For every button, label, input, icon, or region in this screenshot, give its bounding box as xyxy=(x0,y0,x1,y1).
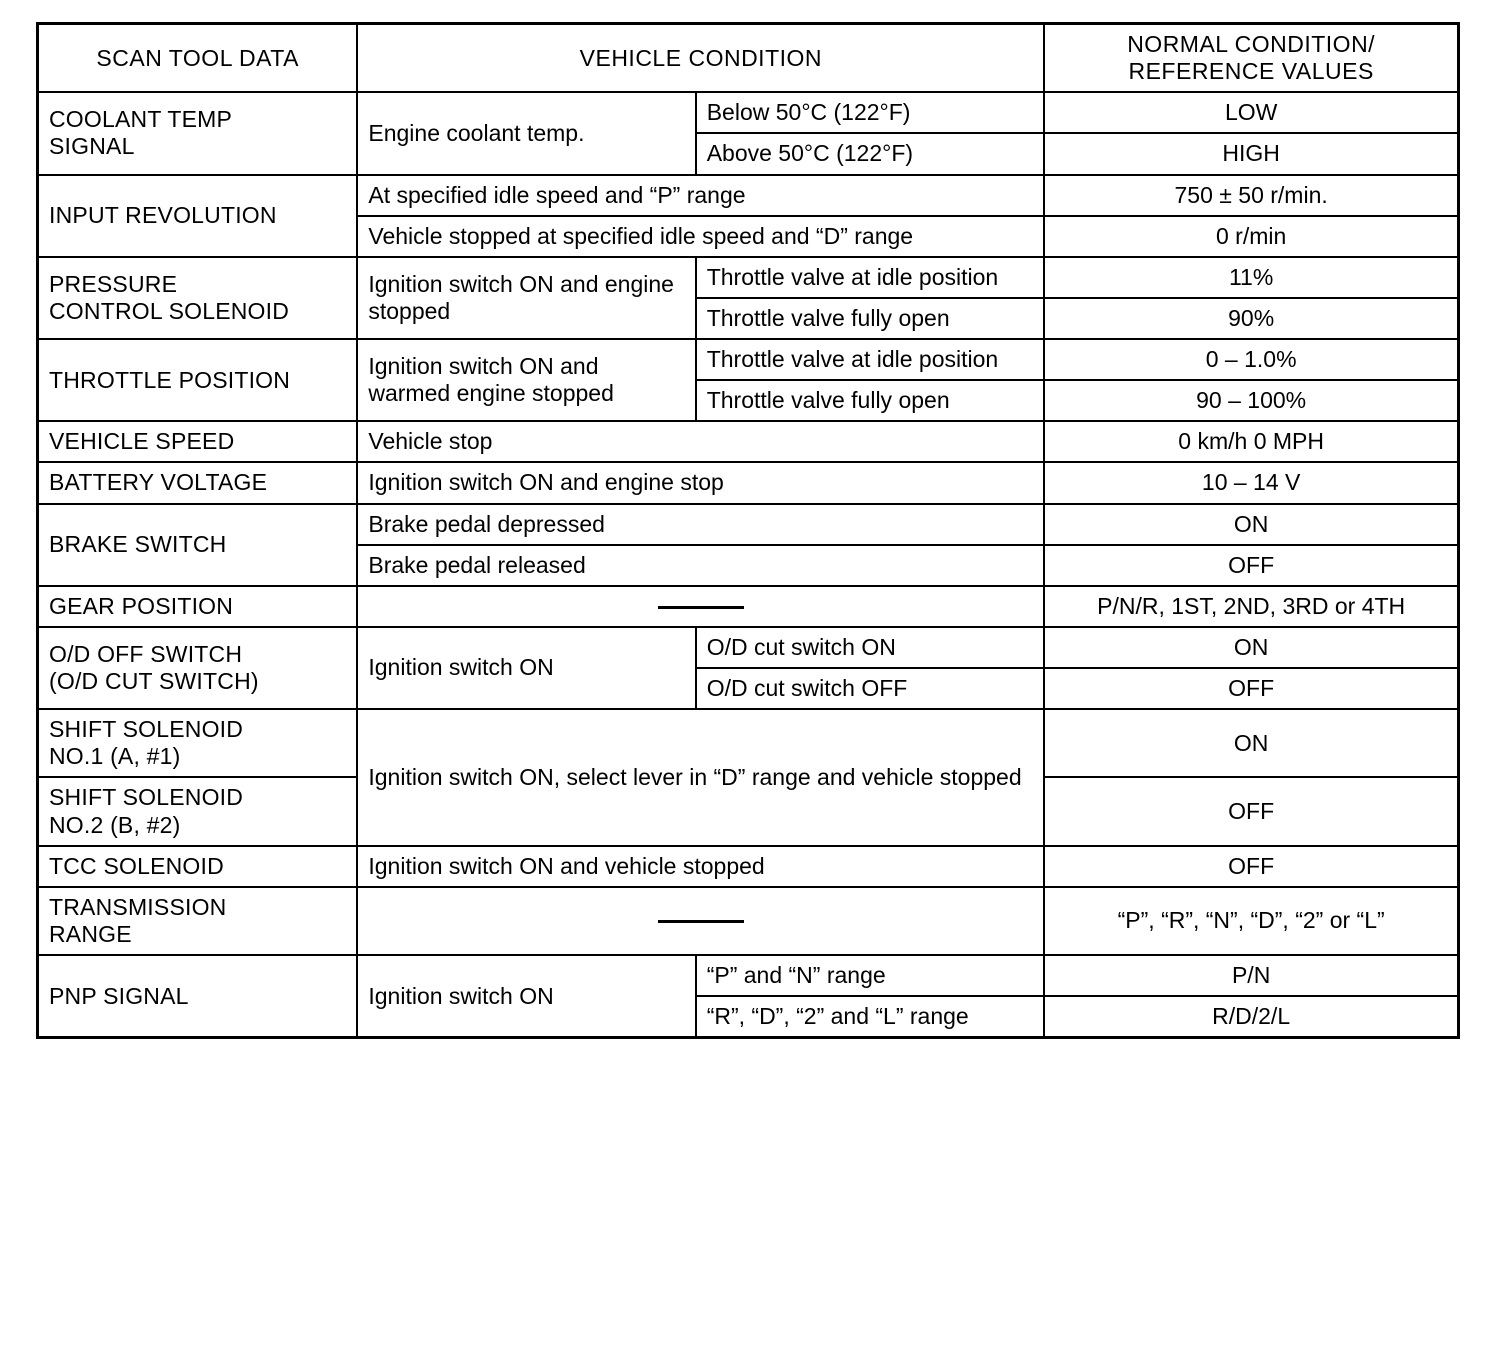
transmission-range-reference: “P”, “R”, “N”, “D”, “2” or “L” xyxy=(1044,887,1458,955)
row-name-throttle-position: THROTTLE POSITION xyxy=(38,339,358,421)
table-row xyxy=(38,175,1459,216)
header-vehicle-condition: VEHICLE CONDITION xyxy=(357,24,1044,93)
table-row xyxy=(38,504,1459,545)
transmission-name-line1: TRANSMISSION xyxy=(49,893,227,920)
vehicle-speed-reference: 0 km/h 0 MPH xyxy=(1044,421,1458,462)
header-scan-tool-data: SCAN TOOL DATA xyxy=(38,24,358,93)
table-row xyxy=(38,627,1459,668)
header-normal-condition xyxy=(1044,24,1458,93)
table-row xyxy=(38,92,1459,133)
coolant-subcondition-2: Above 50°C (122°F) xyxy=(696,133,1045,174)
pnp-subcondition-2: “R”, “D”, “2” and “L” range xyxy=(696,996,1045,1038)
table-row xyxy=(38,586,1459,627)
input-revolution-reference-1: 750 ± 50 r/min. xyxy=(1044,175,1458,216)
battery-voltage-reference: 10 – 14 V xyxy=(1044,462,1458,503)
pnp-reference-1: P/N xyxy=(1044,955,1458,996)
row-name-pressure-control-solenoid xyxy=(38,257,358,339)
table-header-row xyxy=(38,24,1459,93)
battery-voltage-condition: Ignition switch ON and engine stop xyxy=(357,462,1044,503)
pressure-name-line2: CONTROL SOLENOID xyxy=(49,297,290,324)
table-row xyxy=(38,846,1459,887)
pnp-condition: Ignition switch ON xyxy=(357,955,695,1038)
throttle-subcondition-1: Throttle valve at idle position xyxy=(696,339,1045,380)
pressure-condition: Ignition switch ON and engine stopped xyxy=(357,257,695,339)
coolant-name-line2: SIGNAL xyxy=(49,133,135,160)
gear-position-condition xyxy=(357,586,1044,627)
shift-solenoid-condition: Ignition switch ON, select lever in “D” range and vehicle stopped xyxy=(357,709,1044,846)
row-name-transmission-range xyxy=(38,887,358,955)
od-reference-1: ON xyxy=(1044,627,1458,668)
table-body xyxy=(38,92,1459,1038)
od-reference-2: OFF xyxy=(1044,668,1458,709)
pnp-subcondition-1: “P” and “N” range xyxy=(696,955,1045,996)
pressure-subcondition-1: Throttle valve at idle position xyxy=(696,257,1045,298)
table-row xyxy=(38,257,1459,298)
pressure-subcondition-2: Throttle valve fully open xyxy=(696,298,1045,339)
shift1-name-line2: NO.1 (A, #1) xyxy=(49,743,181,770)
em-dash-placeholder xyxy=(658,920,744,924)
table-row xyxy=(38,955,1459,996)
row-name-pnp-signal: PNP SIGNAL xyxy=(38,955,358,1038)
tcc-solenoid-condition: Ignition switch ON and vehicle stopped xyxy=(357,846,1044,887)
table-row xyxy=(38,462,1459,503)
pressure-name-line1: PRESSURE xyxy=(49,270,178,297)
throttle-reference-2: 90 – 100% xyxy=(1044,380,1458,421)
header-normal-condition-line2: REFERENCE VALUES xyxy=(1128,58,1374,85)
shift2-name-line1: SHIFT SOLENOID xyxy=(49,784,244,811)
brake-switch-condition-2: Brake pedal released xyxy=(357,545,1044,586)
gear-position-reference: P/N/R, 1ST, 2ND, 3RD or 4TH xyxy=(1044,586,1458,627)
shift1-name-line1: SHIFT SOLENOID xyxy=(49,716,244,743)
row-name-tcc-solenoid: TCC SOLENOID xyxy=(38,846,358,887)
pressure-reference-1: 11% xyxy=(1044,257,1458,298)
table-row xyxy=(38,421,1459,462)
coolant-reference-1: LOW xyxy=(1044,92,1458,133)
tcc-solenoid-reference: OFF xyxy=(1044,846,1458,887)
throttle-subcondition-2: Throttle valve fully open xyxy=(696,380,1045,421)
table-row xyxy=(38,709,1459,777)
input-revolution-condition-2: Vehicle stopped at specified idle speed and “D” range xyxy=(357,216,1044,257)
em-dash-placeholder xyxy=(658,606,744,610)
throttle-condition: Ignition switch ON and warmed engine stopped xyxy=(357,339,695,421)
scan-tool-data-table xyxy=(36,22,1460,1039)
throttle-reference-1: 0 – 1.0% xyxy=(1044,339,1458,380)
table-row xyxy=(38,339,1459,380)
od-name-line1: O/D OFF SWITCH xyxy=(49,640,243,667)
shift2-name-line2: NO.2 (B, #2) xyxy=(49,811,181,838)
shift-solenoid-1-reference: ON xyxy=(1044,709,1458,777)
pnp-reference-2: R/D/2/L xyxy=(1044,996,1458,1038)
shift-solenoid-2-reference: OFF xyxy=(1044,777,1458,845)
table-header xyxy=(38,24,1459,93)
row-name-battery-voltage: BATTERY VOLTAGE xyxy=(38,462,358,503)
od-name-line2: (O/D CUT SWITCH) xyxy=(49,668,259,694)
input-revolution-reference-2: 0 r/min xyxy=(1044,216,1458,257)
od-condition: Ignition switch ON xyxy=(357,627,695,709)
row-name-od-off-switch xyxy=(38,627,358,709)
row-name-brake-switch: BRAKE SWITCH xyxy=(38,504,358,586)
row-name-coolant-temp-signal xyxy=(38,92,358,174)
header-normal-condition-line1: NORMAL CONDITION/ xyxy=(1127,31,1376,57)
coolant-name-line1: COOLANT TEMP xyxy=(49,106,233,133)
od-subcondition-1: O/D cut switch ON xyxy=(696,627,1045,668)
od-subcondition-2: O/D cut switch OFF xyxy=(696,668,1045,709)
coolant-reference-2: HIGH xyxy=(1044,133,1458,174)
row-name-input-revolution: INPUT REVOLUTION xyxy=(38,175,358,257)
transmission-name-line2: RANGE xyxy=(49,920,132,947)
pressure-reference-2: 90% xyxy=(1044,298,1458,339)
coolant-subcondition-1: Below 50°C (122°F) xyxy=(696,92,1045,133)
row-name-shift-solenoid-1 xyxy=(38,709,358,777)
transmission-range-condition xyxy=(357,887,1044,955)
row-name-shift-solenoid-2 xyxy=(38,777,358,845)
coolant-condition: Engine coolant temp. xyxy=(357,92,695,174)
row-name-gear-position: GEAR POSITION xyxy=(38,586,358,627)
vehicle-speed-condition: Vehicle stop xyxy=(357,421,1044,462)
brake-switch-condition-1: Brake pedal depressed xyxy=(357,504,1044,545)
table-row xyxy=(38,887,1459,955)
brake-switch-reference-2: OFF xyxy=(1044,545,1458,586)
row-name-vehicle-speed: VEHICLE SPEED xyxy=(38,421,358,462)
input-revolution-condition-1: At specified idle speed and “P” range xyxy=(357,175,1044,216)
brake-switch-reference-1: ON xyxy=(1044,504,1458,545)
